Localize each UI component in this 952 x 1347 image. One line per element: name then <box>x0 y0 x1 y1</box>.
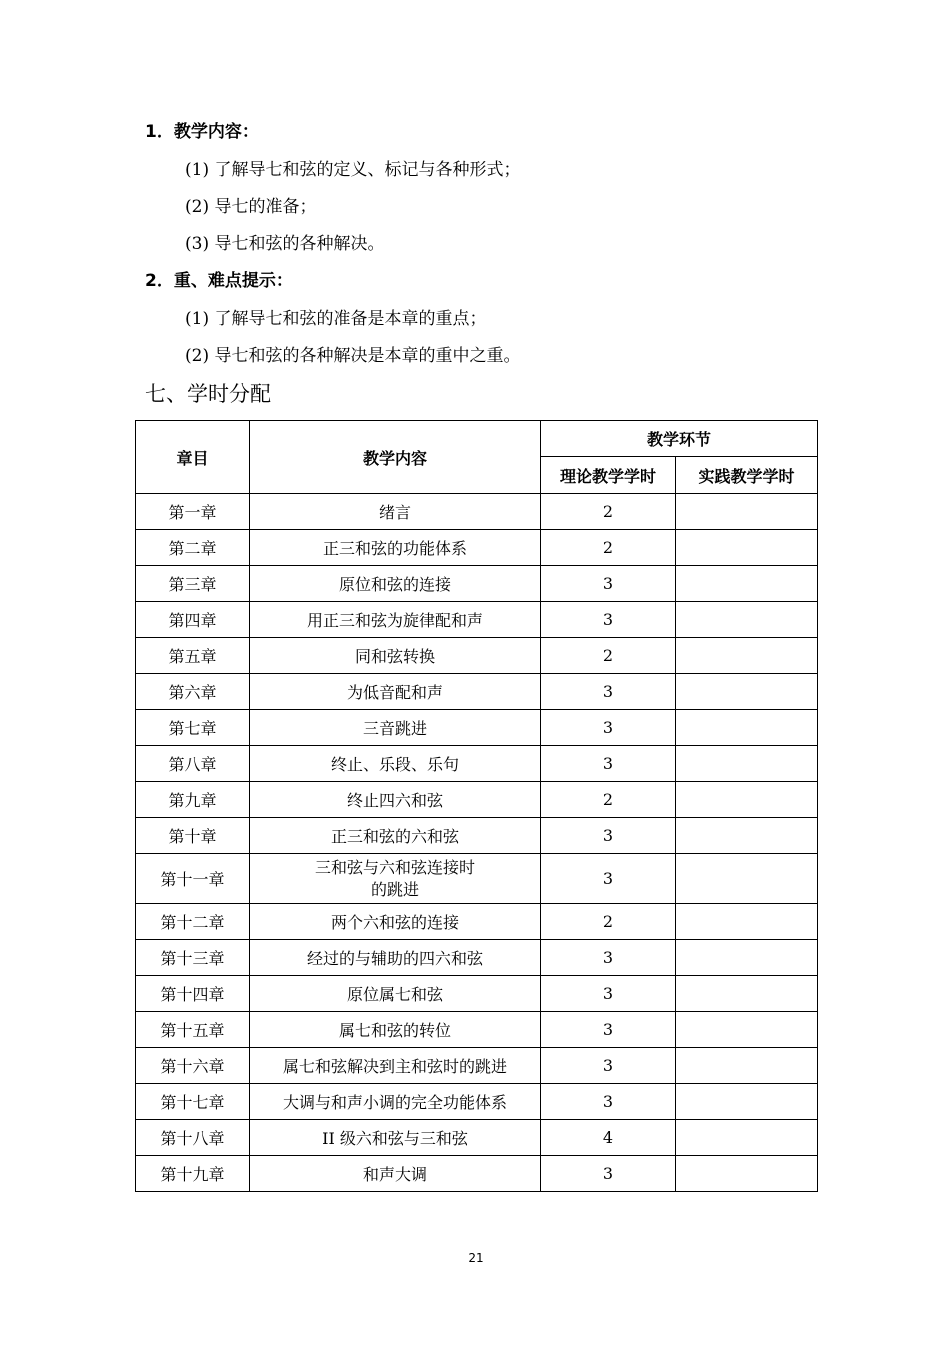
header-theory-hours: 理论教学学时 <box>541 457 676 494</box>
chapter-cell: 第九章 <box>136 782 250 818</box>
content-cell: 正三和弦的功能体系 <box>250 530 541 566</box>
content-cell: 正三和弦的六和弦 <box>250 818 541 854</box>
practice-hours-cell <box>676 940 818 976</box>
chapter-cell: 第十章 <box>136 818 250 854</box>
key-points-item-1: (1) 了解导七和弦的准备是本章的重点； <box>185 309 487 329</box>
teaching-content-item-2: (2) 导七的准备； <box>185 197 317 217</box>
practice-hours-cell <box>676 1012 818 1048</box>
theory-hours-cell: 4 <box>541 1120 676 1156</box>
content-cell: 属七和弦的转位 <box>250 1012 541 1048</box>
content-cell: 和声大调 <box>250 1156 541 1192</box>
table-row <box>136 1120 818 1156</box>
theory-hours-cell: 3 <box>541 940 676 976</box>
header-content: 教学内容 <box>250 421 541 494</box>
key-points-item-2: (2) 导七和弦的各种解决是本章的重中之重。 <box>185 346 521 366</box>
chapter-cell: 第六章 <box>136 674 250 710</box>
content-cell: 为低音配和声 <box>250 674 541 710</box>
table-row <box>136 782 818 818</box>
chapter-cell: 第四章 <box>136 602 250 638</box>
content-cell <box>250 854 541 904</box>
table-row <box>136 1012 818 1048</box>
table-row <box>136 638 818 674</box>
chapter-cell: 第八章 <box>136 746 250 782</box>
theory-hours-cell: 3 <box>541 1084 676 1120</box>
theory-hours-cell: 2 <box>541 782 676 818</box>
practice-hours-cell <box>676 854 818 904</box>
practice-hours-cell <box>676 674 818 710</box>
header-chapter: 章目 <box>136 421 250 494</box>
theory-hours-cell: 3 <box>541 1012 676 1048</box>
chapter-cell: 第十八章 <box>136 1120 250 1156</box>
theory-hours-cell: 2 <box>541 494 676 530</box>
theory-hours-cell: 3 <box>541 602 676 638</box>
theory-hours-cell: 3 <box>541 976 676 1012</box>
content-cell: 属七和弦解决到主和弦时的跳进 <box>250 1048 541 1084</box>
table-row <box>136 746 818 782</box>
teaching-content-heading: 1．教学内容： <box>145 122 259 142</box>
theory-hours-cell: 3 <box>541 674 676 710</box>
chapter-cell: 第五章 <box>136 638 250 674</box>
chapter-cell: 第十五章 <box>136 1012 250 1048</box>
header-practice-hours: 实践教学学时 <box>676 457 818 494</box>
table-row <box>136 494 818 530</box>
table-row <box>136 1156 818 1192</box>
theory-hours-cell: 3 <box>541 566 676 602</box>
table-row <box>136 904 818 940</box>
practice-hours-cell <box>676 976 818 1012</box>
practice-hours-cell <box>676 602 818 638</box>
theory-hours-cell: 2 <box>541 530 676 566</box>
chapter-cell: 第十二章 <box>136 904 250 940</box>
content-cell: 终止、乐段、乐句 <box>250 746 541 782</box>
content-cell: 三音跳进 <box>250 710 541 746</box>
content-cell: 大调与和声小调的完全功能体系 <box>250 1084 541 1120</box>
header-teaching-link: 教学环节 <box>541 421 818 457</box>
theory-hours-cell: 3 <box>541 818 676 854</box>
practice-hours-cell <box>676 746 818 782</box>
content-cell: 绪言 <box>250 494 541 530</box>
theory-hours-cell: 3 <box>541 854 676 904</box>
theory-hours-cell: 3 <box>541 1048 676 1084</box>
chapter-cell: 第十一章 <box>136 854 250 904</box>
teaching-content-item-1: (1) 了解导七和弦的定义、标记与各种形式； <box>185 160 521 180</box>
practice-hours-cell <box>676 638 818 674</box>
key-points-heading: 2．重、难点提示： <box>145 271 293 291</box>
practice-hours-cell <box>676 818 818 854</box>
content-cell: 原位和弦的连接 <box>250 566 541 602</box>
table-row <box>136 530 818 566</box>
chapter-cell: 第十七章 <box>136 1084 250 1120</box>
theory-hours-cell: 3 <box>541 1156 676 1192</box>
practice-hours-cell <box>676 1120 818 1156</box>
content-cell: II 级六和弦与三和弦 <box>250 1120 541 1156</box>
theory-hours-cell: 3 <box>541 746 676 782</box>
theory-hours-cell: 2 <box>541 638 676 674</box>
hours-table <box>135 420 818 1192</box>
table-row <box>136 940 818 976</box>
table-header-row <box>136 421 818 457</box>
content-cell: 经过的与辅助的四六和弦 <box>250 940 541 976</box>
chapter-cell: 第十三章 <box>136 940 250 976</box>
table-row <box>136 710 818 746</box>
content-cell: 两个六和弦的连接 <box>250 904 541 940</box>
content-line-2: 的跳进 <box>370 879 419 899</box>
table-row <box>136 566 818 602</box>
practice-hours-cell <box>676 710 818 746</box>
chapter-cell: 第十六章 <box>136 1048 250 1084</box>
table-row <box>136 1084 818 1120</box>
practice-hours-cell <box>676 782 818 818</box>
practice-hours-cell <box>676 566 818 602</box>
chapter-cell: 第三章 <box>136 566 250 602</box>
practice-hours-cell <box>676 1156 818 1192</box>
section-title-hours: 七、学时分配 <box>145 382 271 406</box>
chapter-cell: 第十四章 <box>136 976 250 1012</box>
table-row <box>136 1048 818 1084</box>
practice-hours-cell <box>676 530 818 566</box>
chapter-cell: 第十九章 <box>136 1156 250 1192</box>
teaching-content-item-3: (3) 导七和弦的各种解决。 <box>185 234 385 254</box>
table-row <box>136 674 818 710</box>
page-number: 21 <box>468 1251 484 1265</box>
table-row <box>136 818 818 854</box>
content-cell: 原位属七和弦 <box>250 976 541 1012</box>
theory-hours-cell: 2 <box>541 904 676 940</box>
table-row <box>136 976 818 1012</box>
chapter-cell: 第一章 <box>136 494 250 530</box>
table-row <box>136 854 818 904</box>
chapter-cell: 第七章 <box>136 710 250 746</box>
practice-hours-cell <box>676 1048 818 1084</box>
practice-hours-cell <box>676 904 818 940</box>
chapter-cell: 第二章 <box>136 530 250 566</box>
theory-hours-cell: 3 <box>541 710 676 746</box>
table-row <box>136 602 818 638</box>
content-cell: 终止四六和弦 <box>250 782 541 818</box>
content-cell: 同和弦转换 <box>250 638 541 674</box>
practice-hours-cell <box>676 1084 818 1120</box>
content-cell: 用正三和弦为旋律配和声 <box>250 602 541 638</box>
content-line-1: 三和弦与六和弦连接时 <box>314 857 475 877</box>
practice-hours-cell <box>676 494 818 530</box>
